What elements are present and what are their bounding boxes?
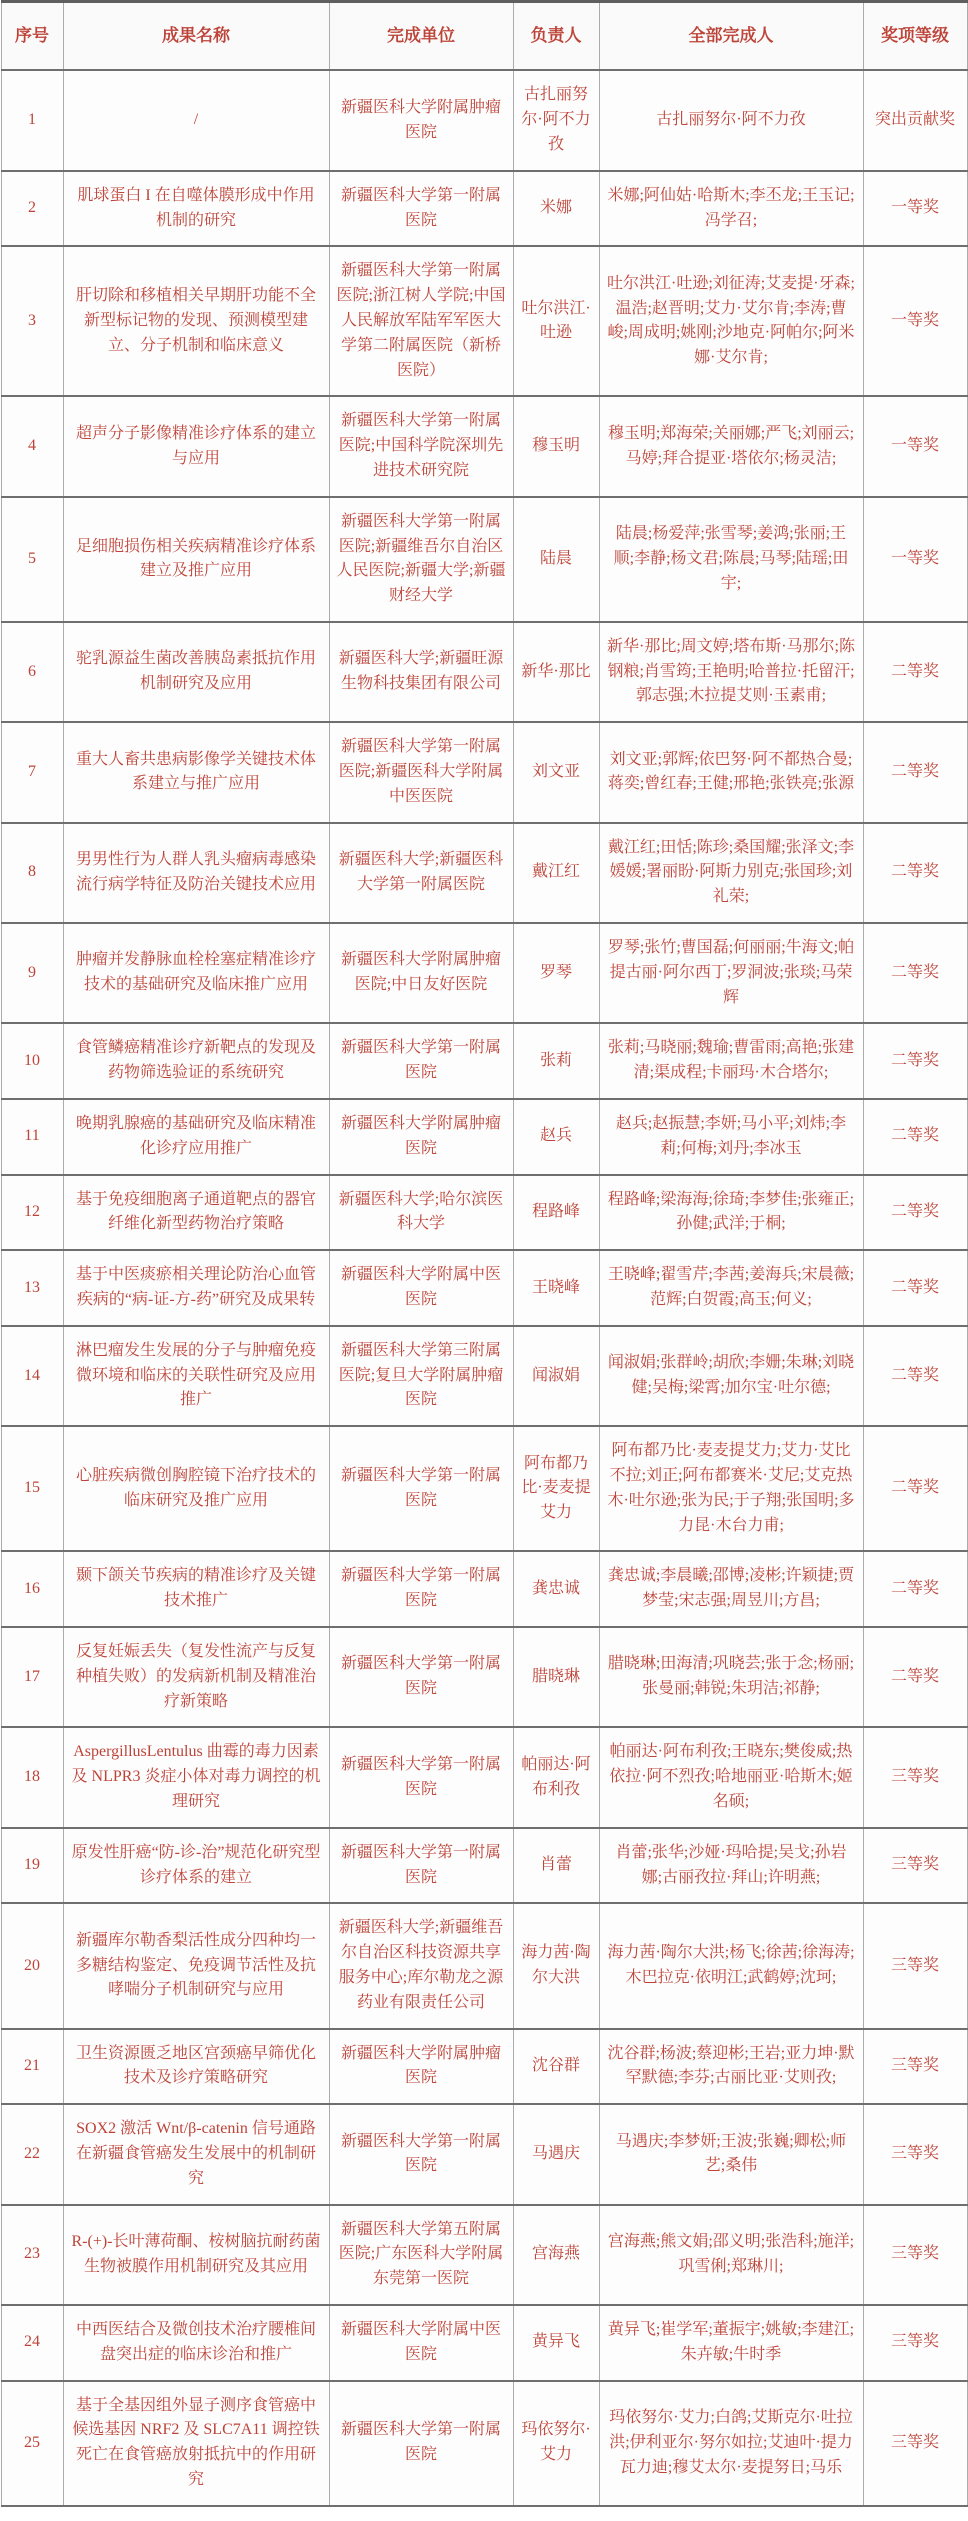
cell-leader: 王晓峰 <box>513 1250 599 1326</box>
cell-completers: 赵兵;赵振慧;李妍;马小平;刘炜;李莉;何梅;刘丹;李冰玉 <box>599 1099 863 1175</box>
cell-no: 18 <box>1 1727 63 1827</box>
header-cell-award: 奖项等级 <box>863 2 967 71</box>
cell-completers: 龚忠诚;李晨曦;邵博;凌彬;许颖捷;贾梦莹;宋志强;周昱川;方昌; <box>599 1551 863 1627</box>
header-cell-completers: 全部完成人 <box>599 2 863 71</box>
table-row <box>1 622 967 722</box>
cell-name: 驼乳源益生菌改善胰岛素抵抗作用机制研究及应用 <box>63 622 329 722</box>
cell-name: 淋巴瘤发生发展的分子与肿瘤免疫微环境和临床的关联性研究及应用推广 <box>63 1326 329 1426</box>
cell-leader: 米娜 <box>513 171 599 247</box>
cell-leader: 海力茜·陶尔大洪 <box>513 1903 599 2028</box>
cell-name: SOX2 激活 Wnt/β-catenin 信号通路在新疆食管癌发生发展中的机制研究 <box>63 2104 329 2204</box>
cell-name: 肿瘤并发静脉血栓栓塞症精准诊疗技术的基础研究及临床推广应用 <box>63 923 329 1023</box>
cell-award: 二等奖 <box>863 1099 967 1175</box>
cell-completers: 罗琴;张竹;曹国磊;何丽丽;牛海文;帕提古丽·阿尔西丁;罗洞波;张琰;马荣辉 <box>599 923 863 1023</box>
cell-no: 11 <box>1 1099 63 1175</box>
cell-award: 一等奖 <box>863 171 967 247</box>
cell-no: 2 <box>1 171 63 247</box>
cell-award: 三等奖 <box>863 2305 967 2381</box>
cell-leader: 龚忠诚 <box>513 1551 599 1627</box>
cell-award: 二等奖 <box>863 722 967 822</box>
cell-no: 7 <box>1 722 63 822</box>
cell-no: 25 <box>1 2381 63 2506</box>
cell-name: 男男性行为人群人乳头瘤病毒感染流行病学特征及防治关键技术应用 <box>63 823 329 923</box>
cell-completers: 古扎丽努尔·阿不力孜 <box>599 70 863 170</box>
cell-completers: 马遇庆;李梦妍;王波;张巍;卿松;师艺;桑伟 <box>599 2104 863 2204</box>
header-row <box>1 2 967 71</box>
cell-leader: 腊晓琳 <box>513 1627 599 1727</box>
cell-name: / <box>63 70 329 170</box>
cell-name: 足细胞损伤相关疾病精准诊疗体系建立及推广应用 <box>63 497 329 622</box>
cell-award: 三等奖 <box>863 1828 967 1904</box>
cell-unit: 新疆医科大学;哈尔滨医科大学 <box>329 1175 513 1251</box>
cell-leader: 宫海燕 <box>513 2205 599 2305</box>
cell-leader: 罗琴 <box>513 923 599 1023</box>
cell-unit: 新疆医科大学第一附属医院;浙江树人学院;中国人民解放军陆军军医大学第二附属医院（新桥医院） <box>329 246 513 396</box>
cell-completers: 张莉;马晓丽;魏瑜;曹雷雨;高艳;张建清;渠成程;卡丽玛·木合塔尔; <box>599 1023 863 1099</box>
cell-leader: 刘文亚 <box>513 722 599 822</box>
cell-unit: 新疆医科大学附属肿瘤医院 <box>329 2029 513 2105</box>
cell-award: 三等奖 <box>863 2104 967 2204</box>
cell-name: 肝切除和移植相关早期肝功能不全新型标记物的发现、预测模型建立、分子机制和临床意义 <box>63 246 329 396</box>
cell-unit: 新疆医科大学第一附属医院 <box>329 2381 513 2506</box>
cell-award: 一等奖 <box>863 497 967 622</box>
table-row <box>1 722 967 822</box>
cell-completers: 宫海燕;熊文娟;邵义明;张浩科;施洋;巩雪俐;郑琳川; <box>599 2205 863 2305</box>
cell-completers: 黄异飞;崔学军;董振宇;姚敏;李建江;朱卉敏;牛时季 <box>599 2305 863 2381</box>
cell-award: 三等奖 <box>863 1903 967 2028</box>
cell-award: 二等奖 <box>863 923 967 1023</box>
cell-name: 重大人畜共患病影像学关键技术体系建立与推广应用 <box>63 722 329 822</box>
cell-no: 21 <box>1 2029 63 2105</box>
cell-no: 23 <box>1 2205 63 2305</box>
cell-award: 二等奖 <box>863 1250 967 1326</box>
cell-name: 反复妊娠丢失（复发性流产与反复种植失败）的发病新机制及精准治疗新策略 <box>63 1627 329 1727</box>
cell-completers: 戴江红;田恬;陈珍;桑国耀;张泽文;李媛媛;署丽盼·阿斯力别克;张国珍;刘礼荣; <box>599 823 863 923</box>
cell-award: 二等奖 <box>863 1551 967 1627</box>
cell-unit: 新疆医科大学附属肿瘤医院 <box>329 70 513 170</box>
table-row <box>1 2381 967 2506</box>
cell-no: 10 <box>1 1023 63 1099</box>
table-row <box>1 823 967 923</box>
table-row <box>1 923 967 1023</box>
cell-completers: 吐尔洪江·吐逊;刘征涛;艾麦提·牙森;温浩;赵晋明;艾力·艾尔肯;李涛;曹峻;周成明;姚刚;沙地克·阿帕尔;阿米娜·艾尔肯; <box>599 246 863 396</box>
cell-unit: 新疆医科大学附属中医医院 <box>329 2305 513 2381</box>
cell-completers: 程路峰;梁海海;徐琦;李梦佳;张雍正;孙健;武洋;于桐; <box>599 1175 863 1251</box>
cell-leader: 闻淑娟 <box>513 1326 599 1426</box>
cell-no: 1 <box>1 70 63 170</box>
cell-unit: 新疆医科大学;新疆旺源生物科技集团有限公司 <box>329 622 513 722</box>
cell-award: 三等奖 <box>863 2381 967 2506</box>
cell-completers: 帕丽达·阿布利孜;王晓东;樊俊威;热依拉·阿不烈孜;哈地丽亚·哈斯木;姬名硕; <box>599 1727 863 1827</box>
cell-completers: 阿布都乃比·麦麦提艾力;艾力·艾比不拉;刘正;阿布都赛米·艾尼;艾克热木·吐尔逊;张为民;于子翔;张国明;多力昆·木台力甫; <box>599 1426 863 1551</box>
cell-name: 基于免疫细胞离子通道靶点的器官纤维化新型药物治疗策略 <box>63 1175 329 1251</box>
cell-leader: 陆晨 <box>513 497 599 622</box>
cell-award: 三等奖 <box>863 1727 967 1827</box>
table-row <box>1 1627 967 1727</box>
cell-award: 二等奖 <box>863 1175 967 1251</box>
cell-name: 心脏疾病微创胸腔镜下治疗技术的临床研究及推广应用 <box>63 1426 329 1551</box>
cell-leader: 吐尔洪江·吐逊 <box>513 246 599 396</box>
cell-leader: 黄异飞 <box>513 2305 599 2381</box>
cell-unit: 新疆医科大学第一附属医院 <box>329 1551 513 1627</box>
cell-name: 新疆库尔勒香梨活性成分四种均一多糖结构鉴定、免疫调节活性及抗哮喘分子机制研究与应用 <box>63 1903 329 2028</box>
cell-unit: 新疆医科大学第一附属医院 <box>329 1828 513 1904</box>
table-row <box>1 396 967 496</box>
cell-completers: 米娜;阿仙姑·哈斯木;李丕龙;王玉记;冯学召; <box>599 171 863 247</box>
table-row <box>1 70 967 170</box>
cell-unit: 新疆医科大学第一附属医院 <box>329 2104 513 2204</box>
cell-unit: 新疆医科大学第一附属医院 <box>329 1727 513 1827</box>
cell-unit: 新疆医科大学附属中医医院 <box>329 1250 513 1326</box>
cell-no: 3 <box>1 246 63 396</box>
cell-leader: 穆玉明 <box>513 396 599 496</box>
cell-unit: 新疆医科大学附属肿瘤医院;中日友好医院 <box>329 923 513 1023</box>
cell-award: 突出贡献奖 <box>863 70 967 170</box>
header-cell-unit: 完成单位 <box>329 2 513 71</box>
cell-award: 三等奖 <box>863 2205 967 2305</box>
cell-completers: 海力茜·陶尔大洪;杨飞;徐茜;徐海涛;木巴拉克·依明江;武鹤婷;沈珂; <box>599 1903 863 2028</box>
cell-no: 16 <box>1 1551 63 1627</box>
cell-name: 卫生资源匮乏地区宫颈癌早筛优化技术及诊疗策略研究 <box>63 2029 329 2105</box>
cell-completers: 沈谷群;杨波;蔡迎彬;王岩;亚力坤·默罕默德;李芬;古丽比亚·艾则孜; <box>599 2029 863 2105</box>
cell-award: 三等奖 <box>863 2029 967 2105</box>
cell-unit: 新疆医科大学第一附属医院;中国科学院深圳先进技术研究院 <box>329 396 513 496</box>
cell-completers: 陆晨;杨爱萍;张雪琴;姜鸿;张丽;王顺;李静;杨文君;陈晨;马琴;陆瑶;田宇; <box>599 497 863 622</box>
table-row <box>1 2029 967 2105</box>
cell-leader: 帕丽达·阿布利孜 <box>513 1727 599 1827</box>
awards-table <box>1 0 968 2507</box>
cell-no: 6 <box>1 622 63 722</box>
cell-unit: 新疆医科大学第一附属医院 <box>329 1426 513 1551</box>
cell-award: 二等奖 <box>863 1326 967 1426</box>
cell-unit: 新疆医科大学;新疆医科大学第一附属医院 <box>329 823 513 923</box>
cell-name: 晚期乳腺癌的基础研究及临床精准化诊疗应用推广 <box>63 1099 329 1175</box>
table-row <box>1 1250 967 1326</box>
table-row <box>1 1175 967 1251</box>
cell-no: 12 <box>1 1175 63 1251</box>
cell-unit: 新疆医科大学第一附属医院;新疆维吾尔自治区人民医院;新疆大学;新疆财经大学 <box>329 497 513 622</box>
cell-no: 13 <box>1 1250 63 1326</box>
cell-award: 二等奖 <box>863 622 967 722</box>
table-row <box>1 1426 967 1551</box>
cell-award: 二等奖 <box>863 823 967 923</box>
cell-unit: 新疆医科大学第一附属医院 <box>329 171 513 247</box>
cell-leader: 马遇庆 <box>513 2104 599 2204</box>
cell-unit: 新疆医科大学第一附属医院 <box>329 1023 513 1099</box>
table-row <box>1 1828 967 1904</box>
table-row <box>1 1727 967 1827</box>
cell-leader: 新华·那比 <box>513 622 599 722</box>
cell-no: 17 <box>1 1627 63 1727</box>
table-row <box>1 497 967 622</box>
cell-no: 20 <box>1 1903 63 2028</box>
cell-no: 24 <box>1 2305 63 2381</box>
cell-completers: 穆玉明;郑海荣;关丽娜;严飞;刘丽云;马婷;拜合提亚·塔依尔;杨灵洁; <box>599 396 863 496</box>
cell-no: 8 <box>1 823 63 923</box>
cell-unit: 新疆医科大学附属肿瘤医院 <box>329 1099 513 1175</box>
cell-unit: 新疆医科大学第一附属医院;新疆医科大学附属中医医院 <box>329 722 513 822</box>
table-row <box>1 1551 967 1627</box>
cell-name: 原发性肝癌“防-诊-治”规范化研究型诊疗体系的建立 <box>63 1828 329 1904</box>
cell-award: 二等奖 <box>863 1426 967 1551</box>
cell-completers: 腊晓琳;田海清;巩晓芸;张于念;杨丽;张曼丽;韩锐;朱玥洁;祁静; <box>599 1627 863 1727</box>
cell-name: 颞下颌关节疾病的精准诊疗及关键技术推广 <box>63 1551 329 1627</box>
cell-leader: 张莉 <box>513 1023 599 1099</box>
header-cell-no: 序号 <box>1 2 63 71</box>
cell-award: 一等奖 <box>863 246 967 396</box>
cell-leader: 阿布都乃比·麦麦提艾力 <box>513 1426 599 1551</box>
cell-leader: 玛依努尔·艾力 <box>513 2381 599 2506</box>
table-row <box>1 1099 967 1175</box>
cell-completers: 闻淑娟;张群岭;胡欣;李姗;朱琳;刘晓健;吴梅;梁霄;加尔宝·吐尔德; <box>599 1326 863 1426</box>
cell-completers: 王晓峰;翟雪芹;李茜;姜海兵;宋晨薇;范辉;白贺霞;高玉;何义; <box>599 1250 863 1326</box>
cell-no: 4 <box>1 396 63 496</box>
cell-leader: 肖蕾 <box>513 1828 599 1904</box>
cell-leader: 程路峰 <box>513 1175 599 1251</box>
cell-award: 一等奖 <box>863 396 967 496</box>
cell-name: 食管鳞癌精准诊疗新靶点的发现及药物筛选验证的系统研究 <box>63 1023 329 1099</box>
cell-unit: 新疆医科大学第五附属医院;广东医科大学附属东莞第一医院 <box>329 2205 513 2305</box>
cell-completers: 肖蕾;张华;沙娅·玛哈提;吴戈;孙岩娜;古丽孜拉·拜山;许明燕; <box>599 1828 863 1904</box>
table-row <box>1 1903 967 2028</box>
cell-leader: 赵兵 <box>513 1099 599 1175</box>
table-row <box>1 171 967 247</box>
cell-leader: 戴江红 <box>513 823 599 923</box>
cell-completers: 玛依努尔·艾力;白鸽;艾斯克尔·吐拉洪;伊利亚尔·努尔如拉;艾迪叶·提力瓦力迪;穆艾太尔·麦提努日;马乐 <box>599 2381 863 2506</box>
cell-award: 二等奖 <box>863 1627 967 1727</box>
cell-no: 15 <box>1 1426 63 1551</box>
cell-award: 二等奖 <box>863 1023 967 1099</box>
cell-leader: 古扎丽努尔·阿不力孜 <box>513 70 599 170</box>
cell-unit: 新疆医科大学第一附属医院 <box>329 1627 513 1727</box>
cell-name: AspergillusLentulus 曲霉的毒力因素及 NLPR3 炎症小体对毒力调控的机理研究 <box>63 1727 329 1827</box>
header-cell-leader: 负责人 <box>513 2 599 71</box>
cell-no: 5 <box>1 497 63 622</box>
table-row <box>1 2305 967 2381</box>
cell-completers: 新华·那比;周文婷;塔布斯·马那尔;陈钢粮;肖雪筠;王艳明;哈普拉·托留汗;郭志强;木拉提艾则·玉素甫; <box>599 622 863 722</box>
cell-name: R-(+)-长叶薄荷酮、桉树脑抗耐药菌生物被膜作用机制研究及其应用 <box>63 2205 329 2305</box>
table-row <box>1 2205 967 2305</box>
cell-no: 19 <box>1 1828 63 1904</box>
table-row <box>1 2104 967 2204</box>
cell-no: 14 <box>1 1326 63 1426</box>
cell-name: 肌球蛋白 I 在自噬体膜形成中作用机制的研究 <box>63 171 329 247</box>
cell-completers: 刘文亚;郭辉;依巴努·阿不都热合曼;蒋奕;曾红春;王健;邢艳;张铁亮;张源 <box>599 722 863 822</box>
table-row <box>1 1023 967 1099</box>
cell-unit: 新疆医科大学第三附属医院;复旦大学附属肿瘤医院 <box>329 1326 513 1426</box>
cell-leader: 沈谷群 <box>513 2029 599 2105</box>
cell-name: 基于全基因组外显子测序食管癌中候选基因 NRF2 及 SLC7A11 调控铁死亡在食管癌放射抵抗中的作用研究 <box>63 2381 329 2506</box>
table-row <box>1 246 967 396</box>
cell-name: 基于中医痰瘀相关理论防治心血管疾病的“病-证-方-药”研究及成果转 <box>63 1250 329 1326</box>
header-cell-name: 成果名称 <box>63 2 329 71</box>
cell-no: 22 <box>1 2104 63 2204</box>
table-row <box>1 1326 967 1426</box>
cell-name: 超声分子影像精准诊疗体系的建立与应用 <box>63 396 329 496</box>
table-body <box>1 70 967 2505</box>
cell-no: 9 <box>1 923 63 1023</box>
cell-unit: 新疆医科大学;新疆维吾尔自治区科技资源共享服务中心;库尔勒龙之源药业有限责任公司 <box>329 1903 513 2028</box>
cell-name: 中西医结合及微创技术治疗腰椎间盘突出症的临床诊治和推广 <box>63 2305 329 2381</box>
